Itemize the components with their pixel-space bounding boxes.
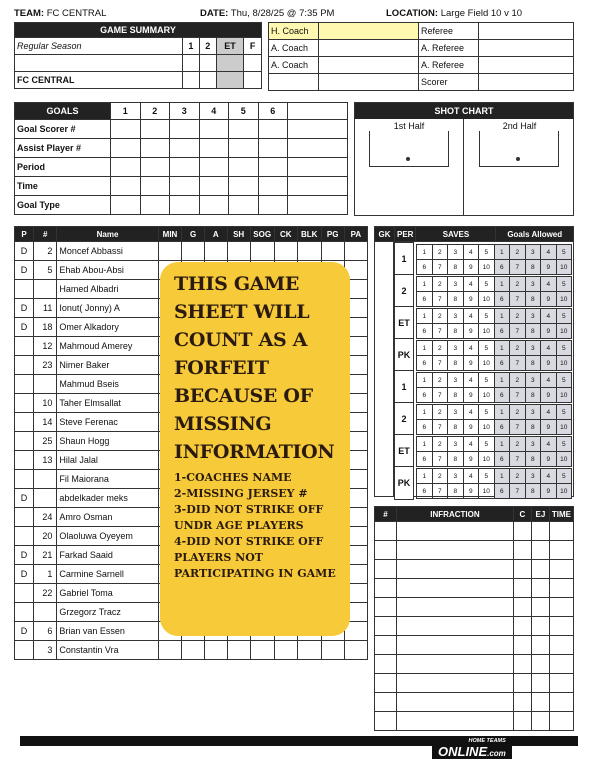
goals-table: GOALS 1 2 3 4 5 6 Goal Scorer # Assist Player # Period Time Goal Type bbox=[14, 102, 348, 215]
infraction-row bbox=[375, 579, 574, 598]
player-position bbox=[15, 375, 34, 394]
player-name: Amro Osman bbox=[57, 508, 158, 527]
player-number: 6 bbox=[34, 622, 57, 641]
period-label: 1 bbox=[394, 370, 414, 404]
second-half-panel: 2nd Half bbox=[465, 119, 574, 215]
period-label: ET bbox=[394, 306, 414, 340]
player-position bbox=[15, 470, 34, 489]
player-position bbox=[15, 527, 34, 546]
player-name: Gabriel Toma bbox=[57, 584, 158, 603]
player-name: Carmine Sarnell bbox=[57, 565, 158, 584]
table-row bbox=[15, 242, 368, 261]
player-name: Hamed Albadri bbox=[57, 280, 158, 299]
infraction-row bbox=[375, 693, 574, 712]
notice-reason: UNDR AGE PLAYERS bbox=[174, 519, 304, 532]
player-position bbox=[15, 508, 34, 527]
player-position: D bbox=[15, 489, 34, 508]
player-name: Steve Ferenac bbox=[57, 413, 158, 432]
penalty-spot bbox=[516, 157, 520, 161]
player-number: 23 bbox=[34, 356, 57, 375]
period-label: PK bbox=[394, 466, 414, 500]
infraction-row bbox=[375, 598, 574, 617]
player-name: Ehab Abou-Absi bbox=[57, 261, 158, 280]
infraction-row bbox=[375, 674, 574, 693]
team-name: FC CENTRAL bbox=[46, 8, 107, 19]
shot-chart bbox=[354, 102, 574, 216]
infraction-row bbox=[375, 560, 574, 579]
period-label: PK bbox=[394, 338, 414, 372]
player-position bbox=[15, 584, 34, 603]
player-number: 5 bbox=[34, 261, 57, 280]
notice-reason: 4-DID NOT STRIKE OFF bbox=[174, 535, 324, 548]
infraction-row bbox=[375, 541, 574, 560]
player-name: Brian van Essen bbox=[57, 622, 158, 641]
player-position bbox=[15, 337, 34, 356]
saves-goals-grid: 1 2 3 4 5 1 2 3 4 5 6 7 8 9 10 6 7 8 9 10 bbox=[416, 308, 572, 339]
notice-reason: 2-MISSING JERSEY # bbox=[174, 487, 308, 500]
date-header: DATE: Thu, 8/28/25 @ 7:35 PM bbox=[200, 8, 335, 19]
notice-line: FORFEIT bbox=[174, 357, 269, 379]
player-position: D bbox=[15, 261, 34, 280]
team-header: TEAM: FC CENTRAL bbox=[14, 8, 107, 19]
team-score-row: FC CENTRAL bbox=[15, 72, 183, 89]
player-number: 18 bbox=[34, 318, 57, 337]
player-number: 21 bbox=[34, 546, 57, 565]
gk-period-row bbox=[374, 242, 574, 276]
penalty-box bbox=[479, 131, 559, 167]
period-label: 2 bbox=[394, 274, 414, 308]
notice-line: SHEET WILL bbox=[174, 301, 310, 323]
roster-table: P # Name MIN G A SH SOG CK BLK PG PA D 2 Moncef Abbassi D 5 Ehab Abou-Absi Hamed Albadri D 11 Ionut( Jonny) A D 18 Omer Alkadory 12 Mahmoud Amerey 23 Nimer Baker Mahmud Bseis 10 Taher Elmsallat 14 Steve Ferenac 25 Shaun Hogg 13 Hilal Jalal Fil Maiorana D abdelkader meks 24 Amro Osman 20 Olaoluwa Oyeyem D 21 Farkad Saaid D 1 Carmine Sarnell 22 Gabriel Toma Grzegorz Tracz D 6 Brian van Essen 3 Constantin Vra bbox=[14, 226, 368, 660]
player-position: D bbox=[15, 299, 34, 318]
player-name: Mahmud Bseis bbox=[57, 375, 158, 394]
player-number bbox=[34, 375, 57, 394]
period-label: ET bbox=[394, 434, 414, 468]
infraction-row bbox=[375, 655, 574, 674]
notice-reason: 3-DID NOT STRIKE OFF bbox=[174, 503, 324, 516]
penalty-spot bbox=[406, 157, 410, 161]
game-summary-title: GAME SUMMARY bbox=[15, 23, 262, 38]
goalkeeper-header: GK PER SAVES Goals Allowed bbox=[374, 226, 574, 242]
player-number bbox=[34, 280, 57, 299]
game-summary-table: GAME SUMMARY Regular Season 1 2 ET F FC CENTRAL bbox=[14, 22, 262, 89]
table-row bbox=[15, 641, 368, 660]
notice-line: COUNT AS A bbox=[174, 329, 308, 351]
shot-chart-title: SHOT CHART bbox=[355, 103, 573, 119]
player-name: Olaoluwa Oyeyem bbox=[57, 527, 158, 546]
player-number bbox=[34, 603, 57, 622]
player-name: Mahmoud Amerey bbox=[57, 337, 158, 356]
player-position bbox=[15, 280, 34, 299]
gk-period-row bbox=[374, 338, 574, 372]
saves-goals-grid: 1 2 3 4 5 1 2 3 4 5 6 7 8 9 10 6 7 8 9 10 bbox=[416, 244, 572, 275]
player-position bbox=[15, 603, 34, 622]
notice-reason: PLAYERS NOT bbox=[174, 551, 263, 564]
player-number: 1 bbox=[34, 565, 57, 584]
location-header: LOCATION: Large Field 10 v 10 bbox=[386, 8, 523, 19]
saves-goals-grid: 1 2 3 4 5 1 2 3 4 5 6 7 8 9 10 6 7 8 9 10 bbox=[416, 276, 572, 307]
notice-line: BECAUSE OF bbox=[174, 385, 313, 407]
season-label: Regular Season bbox=[15, 38, 183, 55]
player-name: Nimer Baker bbox=[57, 356, 158, 375]
player-name: abdelkader meks bbox=[57, 489, 158, 508]
penalty-box bbox=[369, 131, 449, 167]
player-number: 3 bbox=[34, 641, 57, 660]
player-name: Constantin Vra bbox=[57, 641, 158, 660]
player-position bbox=[15, 356, 34, 375]
player-name: Ionut( Jonny) A bbox=[57, 299, 158, 318]
gk-period-row bbox=[374, 306, 574, 340]
notice-reason: PARTICIPATING IN GAME bbox=[174, 567, 336, 580]
infraction-row bbox=[375, 712, 574, 731]
infraction-table: # INFRACTION C EJ TIME bbox=[374, 506, 574, 731]
player-position bbox=[15, 413, 34, 432]
gk-period-row bbox=[374, 274, 574, 308]
player-position: D bbox=[15, 546, 34, 565]
gk-period-row bbox=[374, 434, 574, 468]
player-number: 22 bbox=[34, 584, 57, 603]
player-number bbox=[34, 489, 57, 508]
player-number: 20 bbox=[34, 527, 57, 546]
gk-period-row bbox=[374, 466, 574, 500]
player-name: Moncef Abbassi bbox=[57, 242, 158, 261]
player-name: Omer Alkadory bbox=[57, 318, 158, 337]
player-number: 11 bbox=[34, 299, 57, 318]
officials-table: H. Coach Referee A. Coach A. Referee A. Coach A. Referee Scorer bbox=[268, 22, 574, 91]
player-number: 14 bbox=[34, 413, 57, 432]
saves-goals-grid: 1 2 3 4 5 1 2 3 4 5 6 7 8 9 10 6 7 8 9 10 bbox=[416, 340, 572, 371]
player-position: D bbox=[15, 565, 34, 584]
gk-period-row bbox=[374, 370, 574, 404]
period-label: 2 bbox=[394, 402, 414, 436]
player-position bbox=[15, 432, 34, 451]
game-date: Thu, 8/28/25 @ 7:35 PM bbox=[230, 8, 335, 19]
period-label: 1 bbox=[394, 242, 414, 276]
player-number: 12 bbox=[34, 337, 57, 356]
player-number: 24 bbox=[34, 508, 57, 527]
player-name: Grzegorz Tracz bbox=[57, 603, 158, 622]
player-number: 25 bbox=[34, 432, 57, 451]
player-position: D bbox=[15, 242, 34, 261]
forfeit-notice bbox=[160, 262, 350, 636]
player-number bbox=[34, 470, 57, 489]
player-position: D bbox=[15, 318, 34, 337]
notice-line: INFORMATION bbox=[174, 441, 335, 463]
player-number: 2 bbox=[34, 242, 57, 261]
player-name: Hilal Jalal bbox=[57, 451, 158, 470]
player-number: 13 bbox=[34, 451, 57, 470]
infraction-row bbox=[375, 522, 574, 541]
saves-goals-grid: 1 2 3 4 5 1 2 3 4 5 6 7 8 9 10 6 7 8 9 10 bbox=[416, 372, 572, 403]
player-position bbox=[15, 451, 34, 470]
infraction-row bbox=[375, 636, 574, 655]
hometeams-logo: HOME TEAMS ONLINE.com bbox=[432, 738, 512, 759]
infraction-row bbox=[375, 617, 574, 636]
player-position: D bbox=[15, 622, 34, 641]
gk-period-row bbox=[374, 402, 574, 436]
notice-reason: 1-COACHES NAME bbox=[174, 471, 292, 484]
player-position bbox=[15, 394, 34, 413]
saves-goals-grid: 1 2 3 4 5 1 2 3 4 5 6 7 8 9 10 6 7 8 9 10 bbox=[416, 468, 572, 499]
notice-line: MISSING bbox=[174, 413, 272, 435]
game-location: Large Field 10 v 10 bbox=[440, 8, 523, 19]
player-name: Farkad Saaid bbox=[57, 546, 158, 565]
first-half-panel: 1st Half bbox=[355, 119, 464, 215]
player-name: Fil Maiorana bbox=[57, 470, 158, 489]
player-name: Taher Elmsallat bbox=[57, 394, 158, 413]
notice-line: THIS GAME bbox=[174, 273, 300, 295]
player-position bbox=[15, 641, 34, 660]
player-number: 10 bbox=[34, 394, 57, 413]
player-name: Shaun Hogg bbox=[57, 432, 158, 451]
saves-goals-grid: 1 2 3 4 5 1 2 3 4 5 6 7 8 9 10 6 7 8 9 10 bbox=[416, 404, 572, 435]
saves-goals-grid: 1 2 3 4 5 1 2 3 4 5 6 7 8 9 10 6 7 8 9 10 bbox=[416, 436, 572, 467]
